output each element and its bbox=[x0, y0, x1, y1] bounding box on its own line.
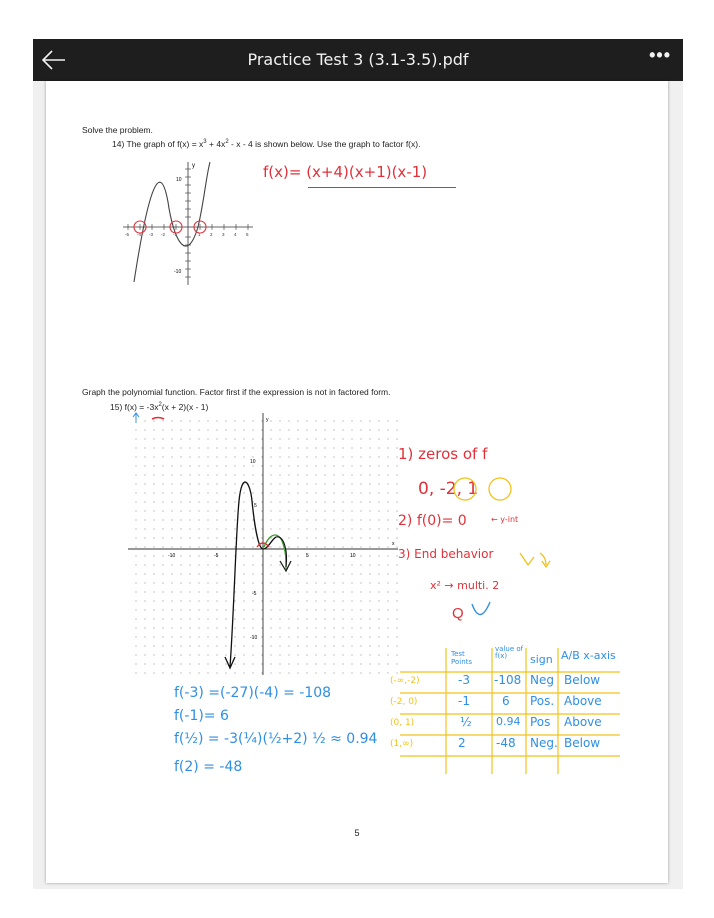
svg-text:3: 3 bbox=[222, 232, 225, 237]
header-value: value of f(x) bbox=[495, 645, 524, 660]
position: Above bbox=[564, 694, 602, 708]
position: Below bbox=[564, 736, 601, 750]
graph-15 bbox=[126, 411, 406, 679]
note-zeros: 0, -2, 1 bbox=[418, 479, 479, 499]
value: 0.94 bbox=[496, 715, 521, 728]
interval: (1,∞) bbox=[390, 739, 414, 749]
svg-text:-2: -2 bbox=[161, 232, 166, 237]
x-axis-label: x bbox=[392, 541, 395, 547]
exponent: 3 bbox=[203, 139, 207, 146]
note-step1: 1) zeros of f bbox=[398, 445, 488, 463]
calc-line-1: f(-3) =(-27)(-4) = -108 bbox=[174, 685, 332, 701]
interval: (-∞,-2) bbox=[390, 676, 420, 686]
sign-table-grid bbox=[398, 646, 624, 776]
svg-text:4: 4 bbox=[234, 232, 237, 237]
y-axis-label: y bbox=[266, 417, 269, 423]
more-options-button[interactable] bbox=[649, 45, 671, 66]
prompt-part: - x - 4 is shown below. Use the graph to factor f(x). bbox=[228, 139, 421, 149]
tick-label: 10 bbox=[350, 553, 356, 559]
document-title: Practice Test 3 (3.1-3.5).pdf bbox=[247, 50, 469, 69]
header-sign: sign bbox=[530, 653, 553, 666]
pdf-page[interactable] bbox=[46, 81, 668, 883]
end-behavior-arrows bbox=[516, 549, 556, 571]
y-axis-label: y bbox=[192, 163, 195, 169]
exponent: 2 bbox=[225, 139, 229, 146]
problem-number: 14) bbox=[112, 139, 125, 149]
position: Above bbox=[564, 715, 602, 729]
svg-text:5: 5 bbox=[246, 232, 249, 237]
x-tick-labels bbox=[125, 232, 249, 237]
tick-label: -10 bbox=[250, 635, 258, 641]
answer-underline bbox=[308, 187, 456, 188]
svg-text:-4: -4 bbox=[137, 232, 142, 237]
svg-text:-1: -1 bbox=[173, 232, 178, 237]
problem-number: 15) bbox=[110, 402, 123, 412]
exponent: 2 bbox=[158, 402, 162, 409]
svg-text:1: 1 bbox=[198, 232, 201, 237]
test-point: ½ bbox=[460, 715, 472, 729]
value: -108 bbox=[494, 673, 522, 687]
page-number: 5 bbox=[354, 828, 360, 838]
sign: Neg bbox=[530, 673, 554, 687]
test-point: -3 bbox=[458, 673, 470, 687]
calc-line-3: f(½) = -3(¼)(½+2) ½ ≈ 0.94 bbox=[174, 731, 378, 747]
behavior-sketch bbox=[450, 596, 510, 626]
tick-label: -10 bbox=[168, 553, 176, 559]
svg-text:-5: -5 bbox=[125, 232, 130, 237]
value: 6 bbox=[502, 694, 510, 708]
sign: Pos. bbox=[530, 694, 555, 708]
svg-text:2: 2 bbox=[210, 232, 213, 237]
position: Below bbox=[564, 673, 601, 687]
tick-label: 5 bbox=[306, 553, 309, 559]
svg-text:-3: -3 bbox=[149, 232, 154, 237]
section-heading-14: Solve the problem. bbox=[82, 125, 153, 135]
section-heading-15: Graph the polynomial function. Factor first if the expression is not in factored form. bbox=[82, 387, 391, 397]
prompt-part: + 4x bbox=[206, 139, 226, 149]
value: -48 bbox=[496, 736, 516, 750]
note-step3: 3) End behavior bbox=[398, 547, 494, 561]
problem-14-prompt bbox=[112, 139, 420, 149]
sign: Pos bbox=[530, 715, 551, 729]
header-test-points: Test Points bbox=[451, 650, 473, 666]
tick-label: 10 bbox=[176, 177, 182, 183]
graph-14 bbox=[118, 157, 258, 287]
tick-label: 10 bbox=[250, 459, 256, 465]
function-part: (x + 2)(x - 1) bbox=[161, 402, 209, 412]
zero-highlights bbox=[448, 474, 518, 504]
toolbar bbox=[33, 39, 683, 81]
prompt-part: The graph of f(x) = x bbox=[126, 139, 204, 149]
interval: (-2, 0) bbox=[390, 697, 418, 707]
calc-line-2: f(-1)= 6 bbox=[174, 708, 229, 724]
note-step2: 2) f(0)= 0 bbox=[398, 513, 467, 529]
behavior-note: x² → multi. 2 bbox=[430, 579, 500, 592]
svg-text:Q: Q bbox=[452, 605, 464, 622]
tick-label: -10 bbox=[174, 269, 182, 275]
calc-line-4: f(2) = -48 bbox=[174, 759, 243, 775]
tick-label: -5 bbox=[214, 553, 219, 559]
interval: (0, 1) bbox=[390, 718, 415, 728]
yint-note: ← y-int bbox=[491, 515, 519, 524]
header-ab-axis: A/B x-axis bbox=[561, 649, 616, 662]
tick-label: 5 bbox=[254, 503, 257, 509]
sign: Neg. bbox=[530, 736, 558, 750]
tick-label: -5 bbox=[252, 591, 257, 597]
ellipsis-icon: ••• bbox=[649, 45, 671, 65]
function-part: f(x) = -3x bbox=[124, 402, 159, 412]
factored-answer: f(x)= (x+4)(x+1)(x-1) bbox=[263, 163, 428, 181]
test-point: -1 bbox=[458, 694, 470, 708]
test-point: 2 bbox=[458, 736, 466, 750]
